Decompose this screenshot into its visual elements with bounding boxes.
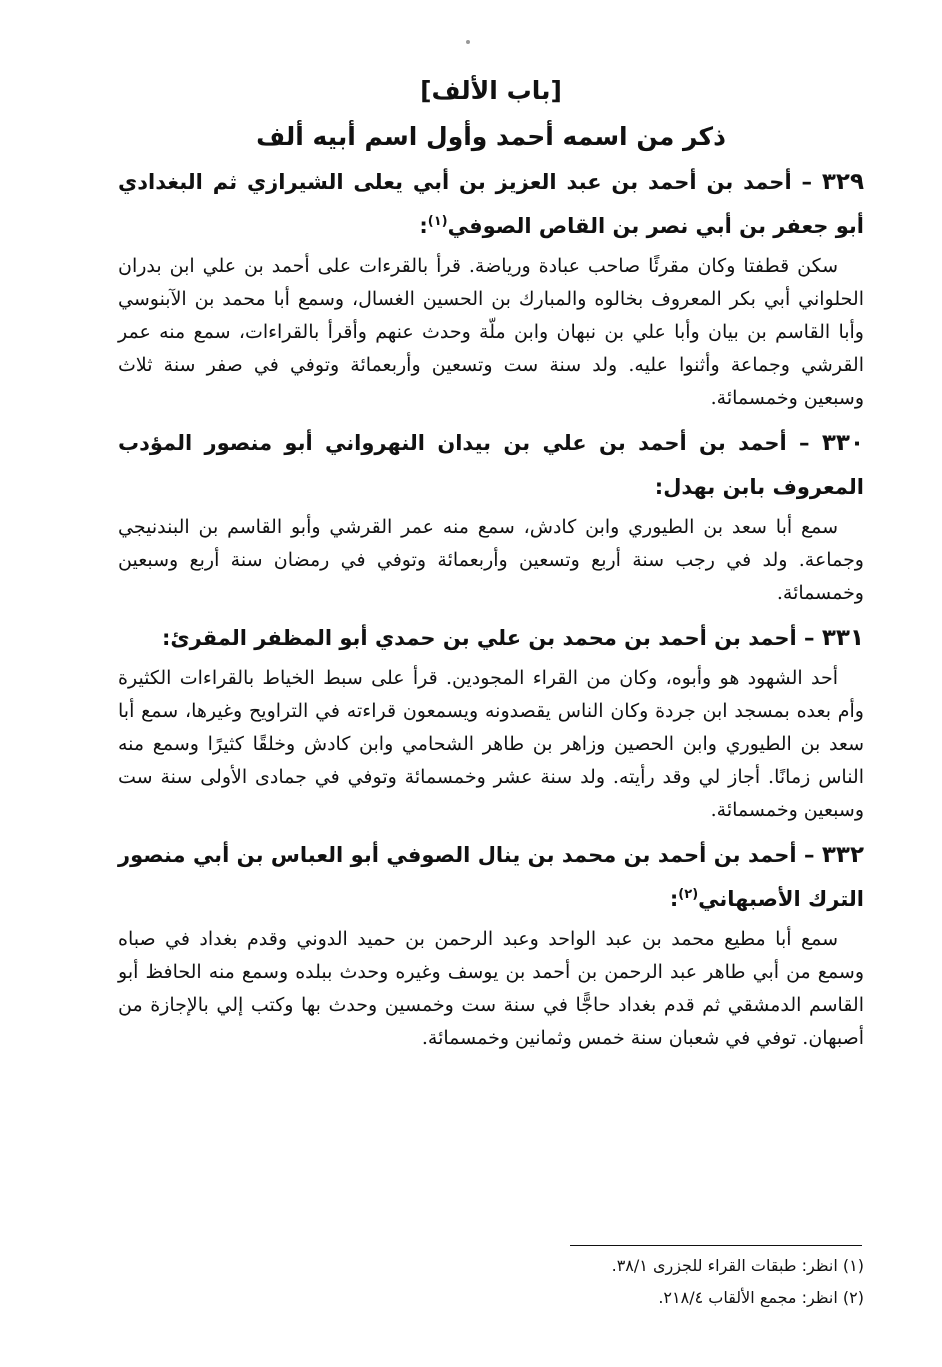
entry-number: ٣٣٠ (821, 430, 864, 456)
entry-heading: ٣٣٢ – أحمد بن أحمد بن محمد بن ينال الصوفي أبو العباس بن أبي منصور الترك الأصبهاني$^{(٢)}$: (118, 842, 864, 911)
entry-330 (118, 421, 864, 610)
entry-332 (118, 833, 864, 1055)
scan-mark (466, 40, 470, 44)
entry-colon: : (419, 214, 428, 238)
entry-329 (118, 160, 864, 415)
footnote-2: (٢) انظر: مجمع الألقاب ٢١٨/٤. (658, 1288, 864, 1307)
entry-331 (118, 616, 864, 827)
entry-name: أحمد بن أحمد بن علي بن بيدان النهرواني أبو منصور المؤدب المعروف بابن بهدل (118, 431, 864, 499)
entry-name: أحمد بن أحمد بن محمد بن ينال الصوفي أبو العباس بن أبي منصور الترك الأصبهاني (118, 843, 864, 911)
entry-name: أحمد بن أحمد بن محمد بن علي بن حمدي أبو المظفر المقرئ (170, 626, 797, 650)
entry-heading: ٣٢٩ – أحمد بن أحمد بن عبد العزيز بن أبي يعلى الشيرازي ثم البغدادي أبو جعفر بن أبي نصر بن القاص الصوفي$^{(١)}$: (118, 169, 865, 238)
entry-body: أحد الشهود هو وأبوه، وكان من القراء المجودين. قرأ على سبط الخياط بالقراءات الكثيرة وأم بعده بمسجد ابن جردة وكان الناس يقصدونه ويسمعون قراءته في التراويح وغيرها، سمع أبا سعد بن الطيوري وابن الحصين وزاهر بن طاهر الشحامي وابن كادش وخلقًا كثيرًا وسمع منه الناس زمانًا. أجاز لي وقد رأيته. ولد سنة عشر وخمسمائة وتوفي في جمادى الأولى سنة ست وسبعين وخمسمائة. (118, 667, 864, 821)
entry-colon: : (161, 626, 171, 650)
footnotes (420, 1250, 864, 1314)
entry-heading: ٣٣١ – أحمد بن أحمد بن محمد بن علي بن حمدي أبو المظفر المقرئ: (161, 625, 864, 651)
entry-body: سكن قطفتا وكان مقرئًا صاحب عبادة ورياضة. قرأ بالقرءات على أحمد بن علي ابن بدران الحلواني أبي بكر المعروف بخالوه والمبارك بن الحسين الغسال، وسمع أبا محمد بن الآبنوسي وأبا القاسم بن بيان وأبا علي بن نبهان وابن ملّة وحدث عنهم وأقرأ بالقراءات، سمع منه عمر القرشي وجماعة وأثنوا عليه. ولد سنة ست وتسعين وأربعمائة وتوفي في صفر سنة ثلاث وسبعين وخمسمائة. (118, 255, 864, 409)
footnote-ref[interactable]: (٢) (678, 887, 699, 902)
entry-heading: ٣٣٠ – أحمد بن أحمد بن علي بن بيدان النهرواني أبو منصور المؤدب المعروف بابن بهدل: (118, 430, 864, 499)
entry-number: ٣٢٩ (821, 169, 865, 195)
entry-colon: : (654, 475, 664, 499)
footnote-ref[interactable]: (١) (427, 214, 448, 229)
entry-number: ٣٣٢ (821, 842, 864, 868)
footnote-divider (570, 1245, 862, 1246)
entry-colon: : (669, 887, 679, 911)
entry-name: أحمد بن أحمد بن عبد العزيز بن أبي يعلى الشيرازي ثم البغدادي أبو جعفر بن أبي نصر بن القاص الصوفي (118, 170, 864, 238)
footnote-1: (١) انظر: طبقات القراء للجزرى ٣٨/١. (611, 1256, 864, 1275)
section-subtitle: ذكر من اسمه أحمد وأول اسم أبيه ألف (256, 122, 726, 151)
entry-number: ٣٣١ (821, 625, 864, 651)
section-title: [باب الألف] (420, 76, 562, 105)
document-page (118, 60, 864, 1061)
entry-body: سمع أبا مطيع محمد بن عبد الواحد وعبد الرحمن بن حميد الدوني وقدم بغداد في صباه وسمع من أبي طاهر عبد الرحمن بن أحمد بن يوسف وغيره وحدث ببلده وسمع منه الحافظ أبو القاسم الدمشقي ثم قدم بغداد حاجًّا في سنة ست وخمسين وحدث بها وكتب إلي بالإجازة من أصبهان. توفي في شعبان سنة خمس وثمانين وخمسمائة. (118, 928, 864, 1049)
entry-body: سمع أبا سعد بن الطيوري وابن كادش، سمع منه عمر القرشي وأبو القاسم بن البندنيجي وجماعة. ولد في رجب سنة أربع وتسعين وأربعمائة وتوفي في رمضان سنة أربع وسبعين وخمسمائة. (118, 516, 864, 604)
